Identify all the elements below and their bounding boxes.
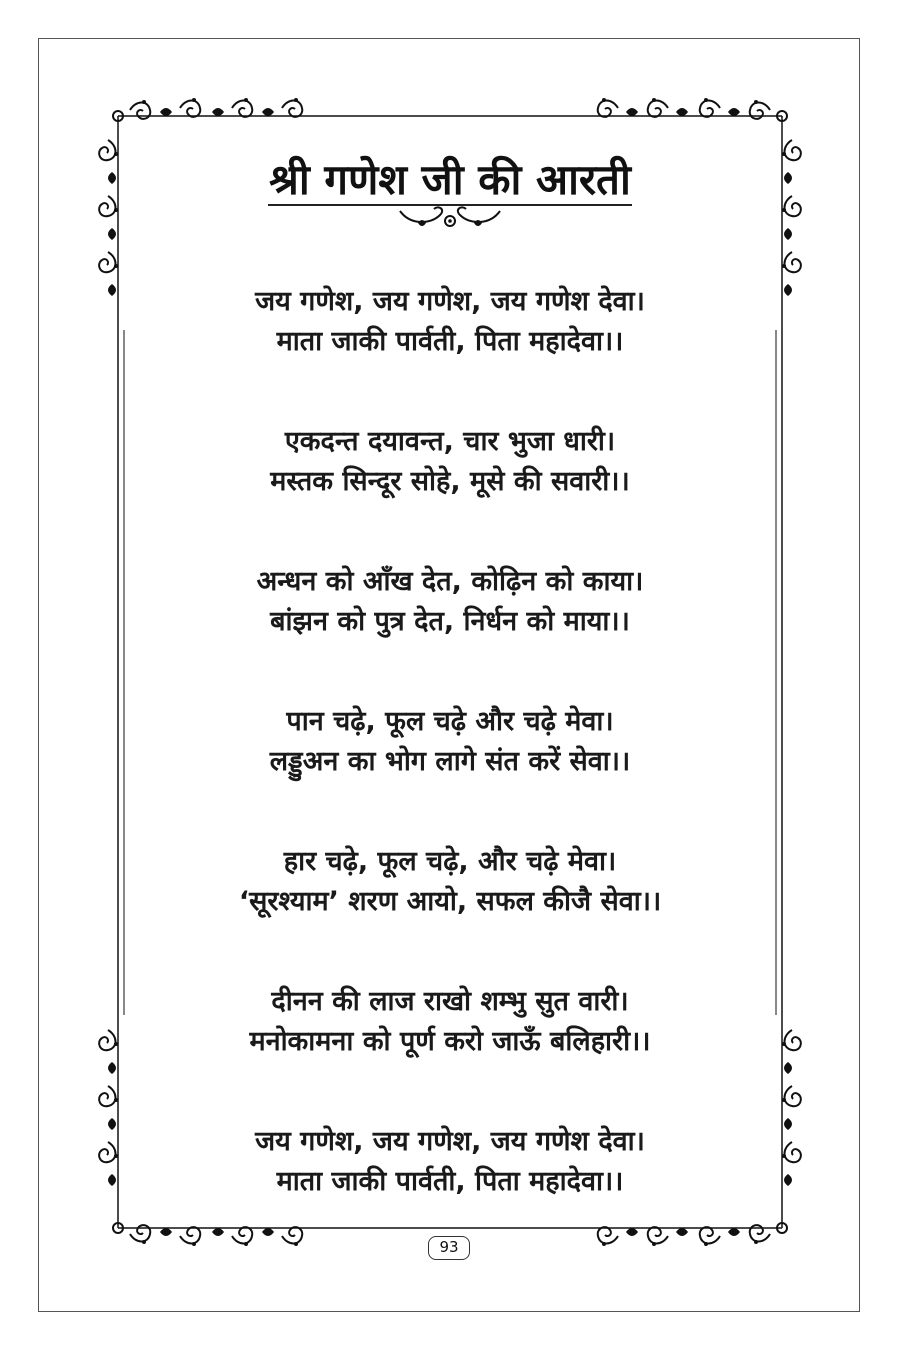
stanza xyxy=(0,982,900,1062)
aarti-verses xyxy=(0,282,900,1262)
page-number: 93 xyxy=(428,1236,470,1260)
stanza xyxy=(0,842,900,922)
verse-line: जय गणेश, जय गणेश, जय गणेश देवा। xyxy=(255,286,645,317)
title-flourish-icon xyxy=(390,205,510,233)
verse-line: ‘सूरश्याम’ शरण आयो, सफल कीजै सेवा।। xyxy=(238,886,662,917)
verse-line: माता जाकी पार्वती, पिता महादेवा।। xyxy=(276,326,624,357)
stanza xyxy=(0,702,900,782)
verse-line: लड्डुअन का भोग लागे संत करें सेवा।। xyxy=(269,746,631,777)
verse-line: मनोकामना को पूर्ण करो जाऊँ बलिहारी।। xyxy=(249,1026,651,1057)
verse-line: हार चढ़े, फूल चढ़े, और चढ़े मेवा। xyxy=(283,846,617,877)
verse-line: अन्धन को आँख देत, कोढ़िन को काया। xyxy=(256,566,644,597)
verse-line: दीनन की लाज राखो शम्भु सुत वारी। xyxy=(271,986,629,1017)
verse-line: पान चढ़े, फूल चढ़े और चढ़े मेवा। xyxy=(286,706,614,737)
verse-line: बांझन को पुत्र देत, निर्धन को माया।। xyxy=(270,606,630,637)
verse-line: एकदन्त दयावन्त, चार भुजा धारी। xyxy=(284,426,616,457)
stanza xyxy=(0,1122,900,1202)
stanza xyxy=(0,562,900,642)
page-title: श्री गणेश जी की आरती xyxy=(269,155,631,204)
stanza xyxy=(0,422,900,502)
verse-line: माता जाकी पार्वती, पिता महादेवा।। xyxy=(276,1166,624,1197)
stanza xyxy=(0,282,900,362)
verse-line: मस्तक सिन्दूर सोहे, मूसे की सवारी।। xyxy=(270,466,630,497)
verse-line: जय गणेश, जय गणेश, जय गणेश देवा। xyxy=(255,1126,645,1157)
